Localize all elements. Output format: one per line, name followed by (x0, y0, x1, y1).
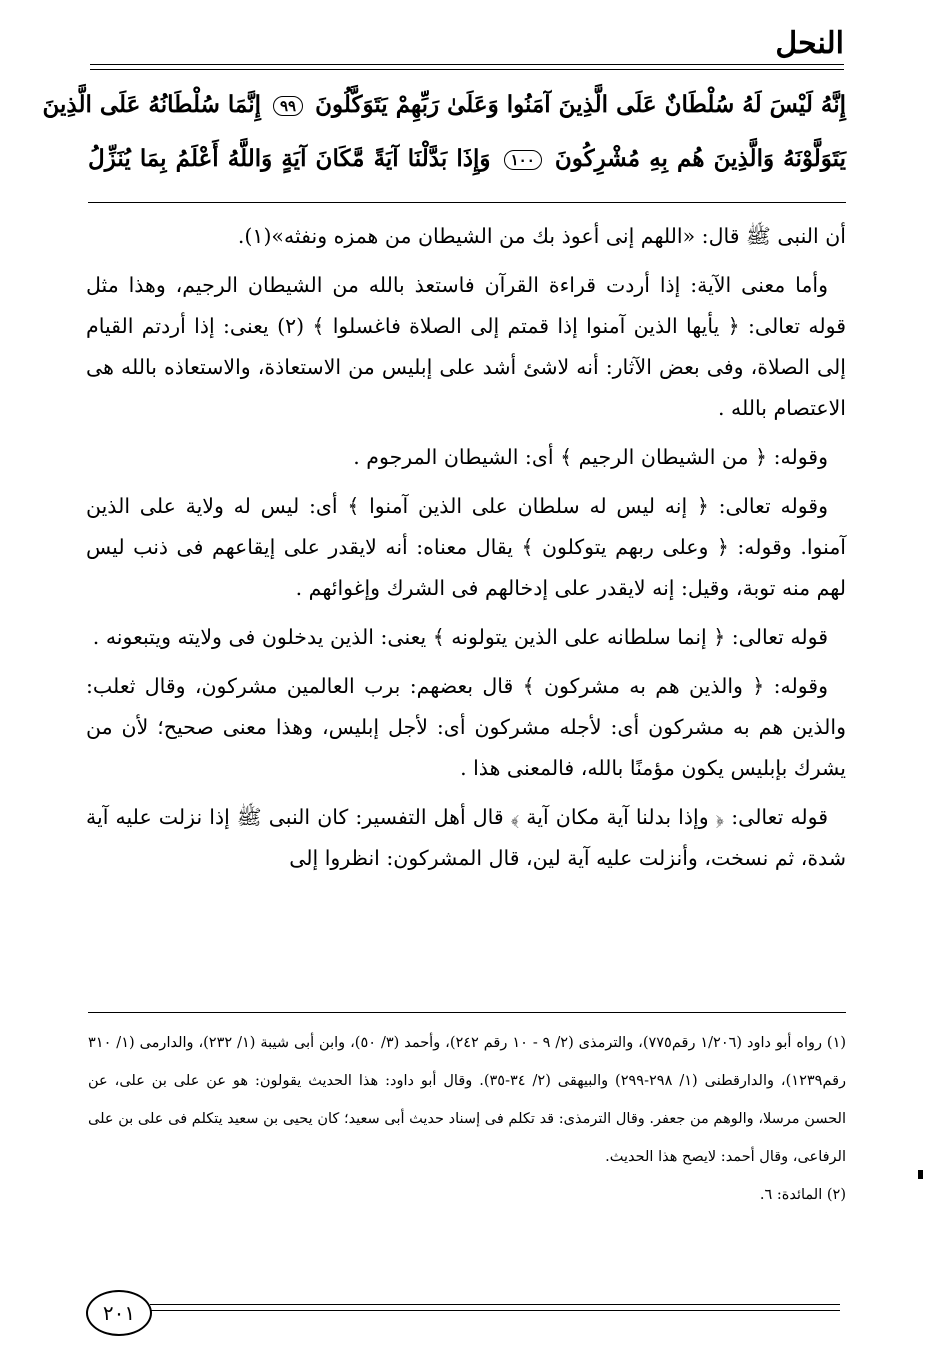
verse-text: يَتَوَلَّوْنَهُ وَالَّذِينَ هُم بِهِ مُشْرِكُونَ (554, 145, 847, 172)
verse-text: إِنَّمَا سُلْطَانُهُ عَلَى الَّذِينَ (42, 91, 261, 118)
paragraph: وقوله تعالى: ﴿ إنه ليس له سلطان على الذين آمنوا ﴾ أى: ليس له ولاية على الذين آمنوا. وقوله: ﴿ وعلى ربهم يتوكلون ﴾ يقال معناه: أنه لايقدر على إيقاعهم فى ذنب ليس لهم منه توبة، وقيل: إنه لايقدر على إدخالهم فى الشرك وإغوائهم . (86, 494, 846, 600)
verse-line-1 (42, 78, 846, 132)
verse-text: وَإِذَا بَدَّلْنَا آيَةً مَّكَانَ آيَةٍ وَاللَّهُ أَعْلَمُ بِمَا يُنَزِّلُ (88, 145, 491, 172)
header-rule-thick (90, 64, 844, 65)
footer-rule-thick (150, 1310, 840, 1311)
paragraph: وقوله: ﴿ والذين هم به مشركون ﴾ قال بعضهم: برب العالمين مشركون، وقال ثعلب: والذين هم به مشركون أى: لأجله مشركون أى: لأجل إبليس، وهذا معنى صحيح؛ لأن من يشرك بإبليس يكون مؤمنًا بالله، فالمعنى هذا . (86, 674, 846, 780)
footnote-1: (١) رواه أبو داود (١/٢٠٦ رقم٧٧٥)، والترمذى (٢/ ٩ - ١٠ رقم ٢٤٢)، وأحمد (٣/ ٥٠)، وابن أبى شيبة (١/ ٢٣٢)، والدارمى (١/ ٣١٠ رقم١٢٣٩)، والدارقطنى (١/ ٢٩٨-٢٩٩) والبيهقى (٢/ ٣٤-٣٥). وقال أبو داود: هذا الحديث يقولون: هو عن على بن على، عن الحسن مرسلا، والوهم من جعفر. وقال الترمذى: قد تكلم فى إسناد حديث أبى سعيد؛ كان يحيى بن سعيد يتكلم فى على بن على الرفاعى، وقال أحمد: لايصح هذا الحديث. (88, 1035, 847, 1165)
surah-title: النحل (775, 26, 844, 61)
footnotes (88, 1024, 846, 1214)
footnote-separator (88, 1012, 846, 1013)
footer-rule-thin (150, 1304, 840, 1305)
ayah-number: ٩٩ (273, 96, 303, 116)
paragraph: أن النبى ﷺ قال: «اللهم إنى أعوذ بك من الشيطان من همزه ونفثه»(١). (237, 224, 846, 248)
commentary-text (86, 216, 846, 879)
header-rule-thin (90, 69, 844, 70)
ayah-number: ١٠٠ (504, 150, 542, 170)
paragraph: وأما معنى الآية: إذا أردت قراءة القرآن فاستعذ بالله من الشيطان الرجيم، وهذا مثل قوله تعالى: ﴿ يأيها الذين آمنوا إذا قمتم إلى الصلاة فاغسلوا ﴾ (٢) يعنى: إذا أردتم القيام إلى الصلاة، وفى بعض الآثار: أنه لاشئ أشد على إبليس من الاستعاذة، والاستعاذه بالله هى الاعتصام بالله . (86, 273, 846, 420)
paragraph: قوله تعالى: ﴿ وإذا بدلنا آية مكان آية ﴾ قال أهل التفسير: كان النبى ﷺ إذا نزلت عليه آية شدة، ثم نسخت، وأنزلت عليه آية لين، قال المشركون: انظروا إلى (86, 805, 846, 870)
verses-separator (88, 202, 846, 203)
paragraph: وقوله: ﴿ من الشيطان الرجيم ﴾ أى: الشيطان المرجوم . (353, 445, 828, 469)
verse-line-2 (88, 132, 846, 186)
paragraph: قوله تعالى: ﴿ إنما سلطانه على الذين يتولونه ﴾ يعنى: الذين يدخلون فى ولايته ويتبعونه . (92, 625, 828, 649)
scan-mark (918, 1170, 923, 1179)
verse-text: إِنَّهُ لَيْسَ لَهُ سُلْطَانٌ عَلَى الَّذِينَ آمَنُوا وَعَلَىٰ رَبِّهِمْ يَتَوَكَّلُونَ (315, 91, 846, 118)
quran-verses (42, 78, 847, 186)
page-number: ٢٠١ (86, 1290, 152, 1336)
footnote-2: (٢) المائدة: ٦. (759, 1187, 846, 1203)
